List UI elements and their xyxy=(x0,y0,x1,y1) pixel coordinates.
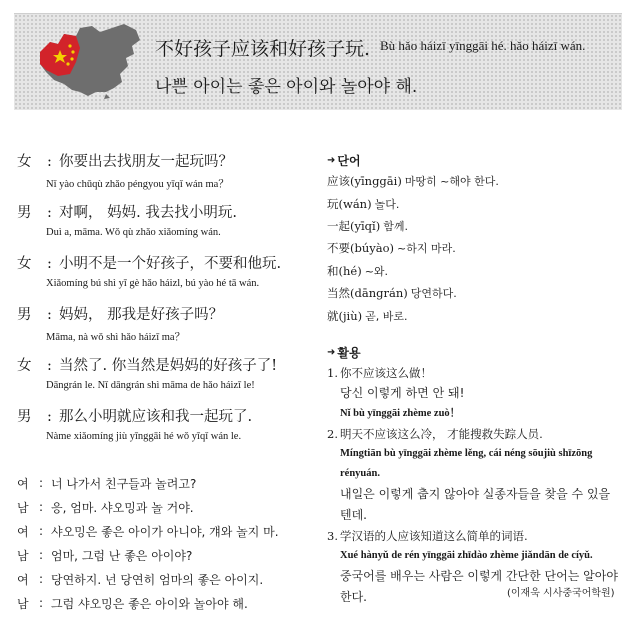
korean-text: 샤오밍은 좋은 아이가 아니야, 걔와 놀지 마. xyxy=(51,524,279,539)
korean-text: 당연하지. 넌 당연히 엄마의 좋은 아이지. xyxy=(51,572,264,587)
example-pinyin: Nǐ bù yīnggāi zhème zuò！ xyxy=(340,407,461,419)
korean-text: 응, 엄마. 샤오밍과 놀 거야. xyxy=(51,500,194,515)
vocab-meaning: 함께. xyxy=(383,219,408,233)
speaker-colon: : xyxy=(39,500,44,514)
example-korean: 내일은 이렇게 춥지 않아야 실종자들을 찾을 수 있을 텐데. xyxy=(340,486,611,522)
speaker-colon: : xyxy=(47,205,52,221)
example-chinese: 明天不应该这么冷， 才能搜救失踪人员. xyxy=(340,426,543,441)
korean-line xyxy=(17,471,317,495)
vocab-heading xyxy=(327,150,625,170)
vocab-term: 应该(yīnggāi) xyxy=(327,174,402,189)
speaker-label: 男 xyxy=(17,409,32,425)
vocab-meaning: 당연하다. xyxy=(410,287,457,301)
vocab-meaning: ~하지 마라. xyxy=(397,242,456,256)
korean-line xyxy=(17,495,317,519)
speaker-label: 여 xyxy=(17,524,29,539)
speaker-colon: : xyxy=(39,476,44,490)
vocab-item xyxy=(327,237,625,259)
korean-line xyxy=(17,543,317,567)
vocab-meaning: 곧, 바로. xyxy=(365,309,408,323)
dialogue-pinyin: Nǐ yào chūqù zhǎo péngyou yīqǐ wán ma？ xyxy=(46,179,229,190)
speaker-label: 여 xyxy=(17,572,29,587)
arrow-right-icon: ➜ xyxy=(327,154,336,166)
speaker-colon: : xyxy=(39,524,44,538)
usage-example xyxy=(327,424,625,526)
speaker-colon: : xyxy=(47,256,52,272)
vocab-term: 玩(wán) xyxy=(327,196,372,211)
speaker-label: 男 xyxy=(17,205,32,221)
dialogue-pinyin: Nàme xiǎomíng jiù yīnggāi hé wǒ yīqǐ wán le. xyxy=(46,431,242,442)
vocab-meaning: 놀다. xyxy=(374,197,400,211)
speaker-label: 女 xyxy=(17,358,32,374)
speaker-label: 女 xyxy=(17,154,32,170)
usage-example xyxy=(327,363,625,424)
speaker-label: 여 xyxy=(17,476,29,491)
dialogue-entry xyxy=(17,150,317,201)
vocab-term: 和(hé) xyxy=(327,263,362,278)
speaker-colon: : xyxy=(47,409,52,425)
usage-heading-label: 활용 xyxy=(337,346,361,361)
dialogue-pinyin: Duì a, māma. Wǒ qù zhǎo xiǎomíng wán. xyxy=(46,227,221,238)
vocab-term: 就(jiù) xyxy=(327,308,363,323)
korean-line xyxy=(17,591,317,615)
example-chinese: 你不应该这么做！ xyxy=(340,365,432,380)
example-number: 3. xyxy=(327,528,338,543)
speaker-colon: : xyxy=(39,548,44,562)
vocab-meaning: 마땅히 ~해야 한다. xyxy=(404,175,499,189)
speaker-label: 남 xyxy=(17,500,29,515)
korean-text: 엄마, 그럼 난 좋은 아이야? xyxy=(51,548,193,563)
speaker-colon: : xyxy=(47,154,52,170)
vocab-term: 一起(yīqǐ) xyxy=(327,218,381,233)
vocab-heading-label: 단어 xyxy=(337,153,361,168)
example-korean: 중국어를 배우는 사람은 이렇게 간단한 단어는 알아야 한다. xyxy=(340,568,618,604)
vocab-term: 不要(búyào) xyxy=(327,241,395,256)
speaker-colon: : xyxy=(47,307,52,323)
dialogue-chinese: 你要出去找朋友一起玩吗？ xyxy=(59,154,233,170)
vocab-list xyxy=(327,170,625,327)
speaker-colon: : xyxy=(39,572,44,586)
vocab-item xyxy=(327,170,625,192)
title-pinyin: Bù hǎo háizī yīnggāi hé. hǎo háizī wán. xyxy=(380,38,586,53)
example-chinese: 学汉语的人应该知道这么简单的词语. xyxy=(340,528,528,543)
vocab-item xyxy=(327,282,625,304)
vocab-meaning: ~와. xyxy=(364,264,389,278)
example-pinyin: Xué hànyǔ de rén yīnggāi zhīdào zhème jiǎndān de cíyǔ. xyxy=(340,549,593,561)
speaker-label: 남 xyxy=(17,596,29,611)
vocab-item xyxy=(327,215,625,237)
korean-text: 그럼 샤오밍은 좋은 아이와 놀아야 해. xyxy=(51,596,248,611)
arrow-right-icon: ➜ xyxy=(327,347,336,359)
korean-line xyxy=(17,519,317,543)
speaker-label: 男 xyxy=(17,307,32,323)
usage-heading xyxy=(327,343,625,363)
korean-text: 너 나가서 친구들과 놀려고? xyxy=(51,476,197,491)
vocab-term: 当然(dāngrán) xyxy=(327,286,408,301)
example-korean: 당신 이렇게 하면 안 돼! xyxy=(340,385,465,400)
dialogue-chinese: 小明不是一个好孩子，不要和他玩. xyxy=(59,256,282,272)
korean-dialogue xyxy=(17,471,317,615)
dialogue-entry xyxy=(17,303,317,354)
dialogue-pinyin: Māma, nà wǒ shì hǎo háizī ma？ xyxy=(46,332,186,343)
dialogue-chinese: 对啊， 妈妈. 我去找小明玩. xyxy=(59,205,237,221)
source-credit: (이재욱 시사중국어학원) xyxy=(507,588,615,599)
lesson-header xyxy=(14,13,622,110)
dialogue-chinese: 那么小明就应该和我一起玩了. xyxy=(59,409,253,425)
korean-line xyxy=(17,567,317,591)
example-number: 1. xyxy=(327,365,338,380)
dialogue-entry xyxy=(17,354,317,405)
vocab-item xyxy=(327,260,625,282)
china-flag-map-icon xyxy=(36,22,144,100)
dialogue-pinyin: Xiǎomíng bú shì yī gè hǎo háizl, bú yào hé tā wán. xyxy=(46,278,260,289)
chinese-dialogue xyxy=(17,150,317,456)
vocab-item xyxy=(327,192,625,214)
vocab-item xyxy=(327,304,625,326)
title-chinese: 不好孩子应该和好孩子玩. xyxy=(155,38,371,60)
notes-column xyxy=(327,150,625,608)
dialogue-chinese: 当然了. 你当然是妈妈的好孩子了! xyxy=(59,358,278,374)
dialogue-entry xyxy=(17,405,317,456)
speaker-label: 남 xyxy=(17,548,29,563)
speaker-label: 女 xyxy=(17,256,32,272)
speaker-colon: : xyxy=(47,358,52,374)
example-pinyin: Míngtiān bù yīnggāi zhème lěng, cái néng sōujiù shīzōng rényuán. xyxy=(340,447,593,479)
dialogue-entry xyxy=(17,201,317,252)
dialogue-entry xyxy=(17,252,317,303)
title-korean: 나쁜 아이는 좋은 아이와 놀아야 해. xyxy=(155,77,418,97)
dialogue-chinese: 妈妈， 那我是好孩子吗？ xyxy=(59,307,224,323)
dialogue-pinyin: Dāngrán le. Nǐ dāngrán shì māma de hǎo háizī le! xyxy=(46,380,255,391)
example-number: 2. xyxy=(327,426,338,441)
speaker-colon: : xyxy=(39,596,44,610)
